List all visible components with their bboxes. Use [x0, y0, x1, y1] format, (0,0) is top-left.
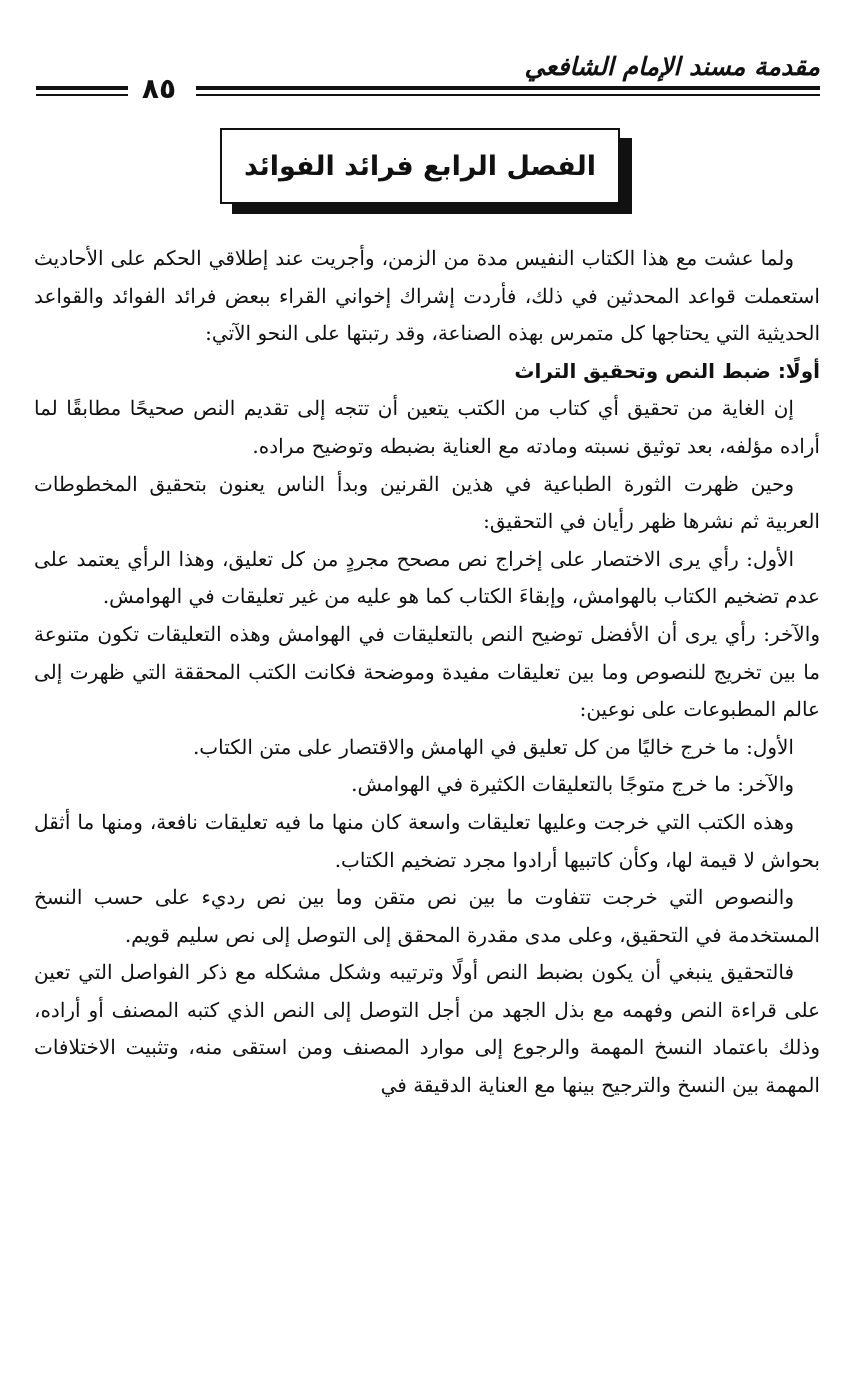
- page-number: ٨٥: [141, 72, 177, 105]
- paragraph-first-type: الأول: ما خرج خاليًا من كل تعليق في الهامش والاقتصار على متن الكتاب.: [192, 734, 794, 759]
- body-text: [34, 240, 820, 1105]
- paragraph-first-opinion: الأول: رأي يرى الاختصار على إخراج نص مصحح مجردٍ من كل تعليق، وهذا الرأي يعتمد على عدم تضخيم الكتاب بالهوامش، وإبقاءَ الكتاب كما هو عليه من غير تعليقات في الهوامش.: [34, 546, 820, 609]
- paragraph-second-opinion: والآخر: رأي يرى أن الأفضل توضيح النص بالتعليقات في الهوامش وهذه التعليقات تكون متنوعة ما بين تخريج للنصوص وما بين تعليقات مفيدة وموضحة فكانت الكتب المحققة التي ظهرت إلى عالم المطبوعات على نوعين:: [34, 621, 820, 722]
- header-double-rule-right: [196, 86, 820, 98]
- paragraph: إن الغاية من تحقيق أي كتاب من الكتب يتعين أن تتجه إلى تقديم النص صحيحًا مطابقًا لما أراده مؤلفه، بعد توثيق نسبته ومادته مع العناية بضبطه وتوضيح مراده.: [34, 396, 820, 458]
- paragraph: وحين ظهرت الثورة الطباعية في هذين القرنين وبدأ الناس يعنون بتحقيق المخطوطات العربية ثم نشرها ظهر رأيان في التحقيق:: [34, 471, 820, 534]
- header-double-rule-left: [36, 86, 128, 98]
- chapter-title: الفصل الرابع فرائد الفوائد: [220, 128, 620, 204]
- paragraph: والنصوص التي خرجت تتفاوت ما بين نص متقن وما بين نص رديء على حسب النسخ المستخدمة في التحقيق، وعلى مدى مقدرة المحقق إلى التوصل إلى نص سليم قويم.: [34, 885, 820, 947]
- paragraph: وهذه الكتب التي خرجت وعليها تعليقات واسعة كان منها ما فيه تعليقات نافعة، ومنها ما أثقل بحواش لا قيمة لها، وكأن كاتبيها أرادوا مجرد تضخيم الكتاب.: [34, 809, 820, 872]
- running-header-title: مقدمة مسند الإمام الشافعي: [524, 52, 820, 81]
- paragraph: فالتحقيق ينبغي أن يكون بضبط النص أولًا وترتيبه وشكل مشكله مع ذكر الفواصل التي تعين على قراءة النص وفهمه مع بذل الجهد من أجل التوصل إلى النص الذي كتبه المصنف أو أراده، وذلك باعتماد النسخ المهمة والرجوع إلى موارد المصنف ومن استقى منه، وتثبيت الاختلافات المهمة بين النسخ والترجيح بينها مع العناية الدقيقة في: [34, 960, 820, 1098]
- section-heading: أولًا: ضبط النص وتحقيق التراث: [514, 358, 820, 383]
- paragraph-second-type: والآخر: ما خرج متوجًا بالتعليقات الكثيرة في الهوامش.: [351, 772, 794, 797]
- paragraph-intro: ولما عشت مع هذا الكتاب النفيس مدة من الزمن، وأجريت عند إطلاقي الحكم على الأحاديث استعملت قواعد المحدثين في ذلك، فأردت إشراك إخواني القراء ببعض فرائد الفوائد والقواعد الحديثية التي يحتاجها كل متمرس بهذه الصناعة، وقد رتبتها على النحو الآتي:: [34, 246, 820, 346]
- running-header: [36, 48, 820, 108]
- chapter-title-frame: [220, 128, 632, 214]
